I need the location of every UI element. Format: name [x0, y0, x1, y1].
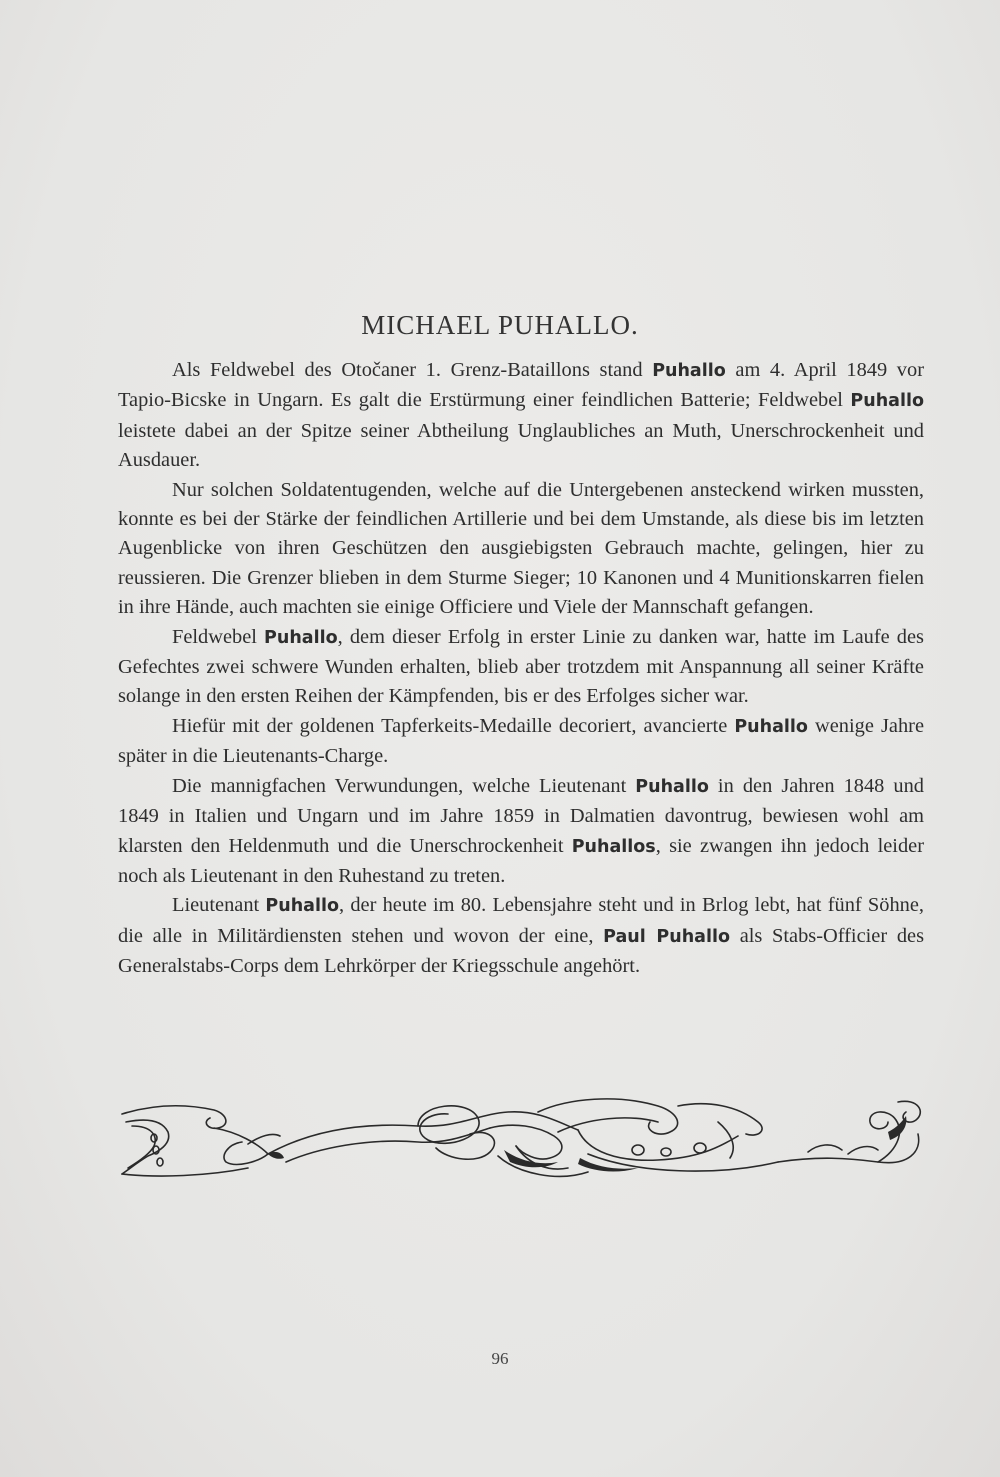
body-paragraph — [118, 356, 924, 476]
text-run: , sie zwangen ihn jedoch leider noch als Lieutenant in den Ruhestand zu treten. — [118, 834, 924, 887]
page-title: MICHAEL PUHALLO. — [361, 310, 639, 340]
text-run: Feldwebel — [172, 625, 265, 648]
text-run: am 4. April 1849 vor Tapio-Bicske in Ungarn. Es galt die Erstürmung einer feindlichen Batterie; Feldwebel — [118, 359, 924, 412]
body-paragraph — [118, 891, 924, 981]
body-paragraph — [118, 476, 924, 623]
name-emphasis: Puhallo — [850, 391, 924, 412]
text-run: leistete dabei an der Spitze seiner Abtheilung Unglaubliches an Muth, Unerschrockenheit und Ausdauer. — [118, 419, 924, 472]
text-run: Als Feldwebel des Otočaner 1. Grenz-Bataillons stand — [172, 359, 653, 381]
text-run: , dem dieser Erfolg in erster Linie zu danken war, hatte im Laufe des Gefechtes zwei schwere Wunden erhalten, blieb aber trotzdem mit Anspannung all seiner Kräfte solange in den ersten Reihen der Kämpfenden, bis er des Erfolges sicher war. — [118, 625, 924, 708]
body-paragraph — [118, 772, 924, 892]
name-emphasis: Puhallo — [734, 716, 808, 737]
scroll-vine-ornament-icon — [118, 1092, 926, 1182]
text-run: Nur solchen Soldatentugenden, welche auf die Untergebenen ansteckend wirken mussten, konnte es bei der Stärke der feindlichen Artillerie und bei dem Umstande, als diese bis im letzten Augenblicke von ihren Geschützen den ausgiebigsten Gebrauch machte, gelingen, hier zu reussieren. Die Grenzer blieben in dem Sturme Sieger; 10 Kanonen und 4 Munitionskarren fielen in ihre Hände, auch machten sie einige Officiere und Viele der Mannschaft gefangen. — [118, 478, 924, 619]
text-run: Hiefür mit der goldenen Tapferkeits-Medaille decoriert, avancierte — [172, 714, 735, 737]
text-run: als Stabs-Officier des Generalstabs-Corps dem Lehrkörper der Kriegsschule angehört. — [118, 924, 925, 978]
name-emphasis: Puhallo — [264, 627, 338, 648]
name-emphasis: Puhallo — [652, 361, 726, 381]
name-emphasis: Puhallo — [635, 776, 709, 797]
name-emphasis: Paul Puhallo — [603, 926, 731, 947]
article-body — [118, 356, 924, 982]
text-run: Die mannigfachen Verwundungen, welche Lieutenant — [172, 774, 636, 797]
body-paragraph — [118, 712, 924, 772]
text-run: in den Jahren 1848 und 1849 in Italien und Ungarn und im Jahre 1859 in Dalmatien davontrug, bewiesen wohl am klarsten den Heldenmuth und die Unerschrockenheit — [118, 774, 925, 857]
text-run: wenige Jahre später in die Lieutenants-Charge. — [118, 714, 924, 768]
name-emphasis: Puhallo — [265, 896, 339, 917]
page-number: 96 — [491, 1349, 509, 1368]
text-run: , der heute im 80. Lebensjahre steht und in Brlog lebt, hat fünf Söhne, die alle in Militärdiensten stehen und wovon der eine, — [118, 894, 924, 947]
text-run: Lieutenant — [172, 894, 266, 917]
name-emphasis: Puhallos — [571, 836, 656, 857]
body-paragraph — [118, 623, 924, 712]
